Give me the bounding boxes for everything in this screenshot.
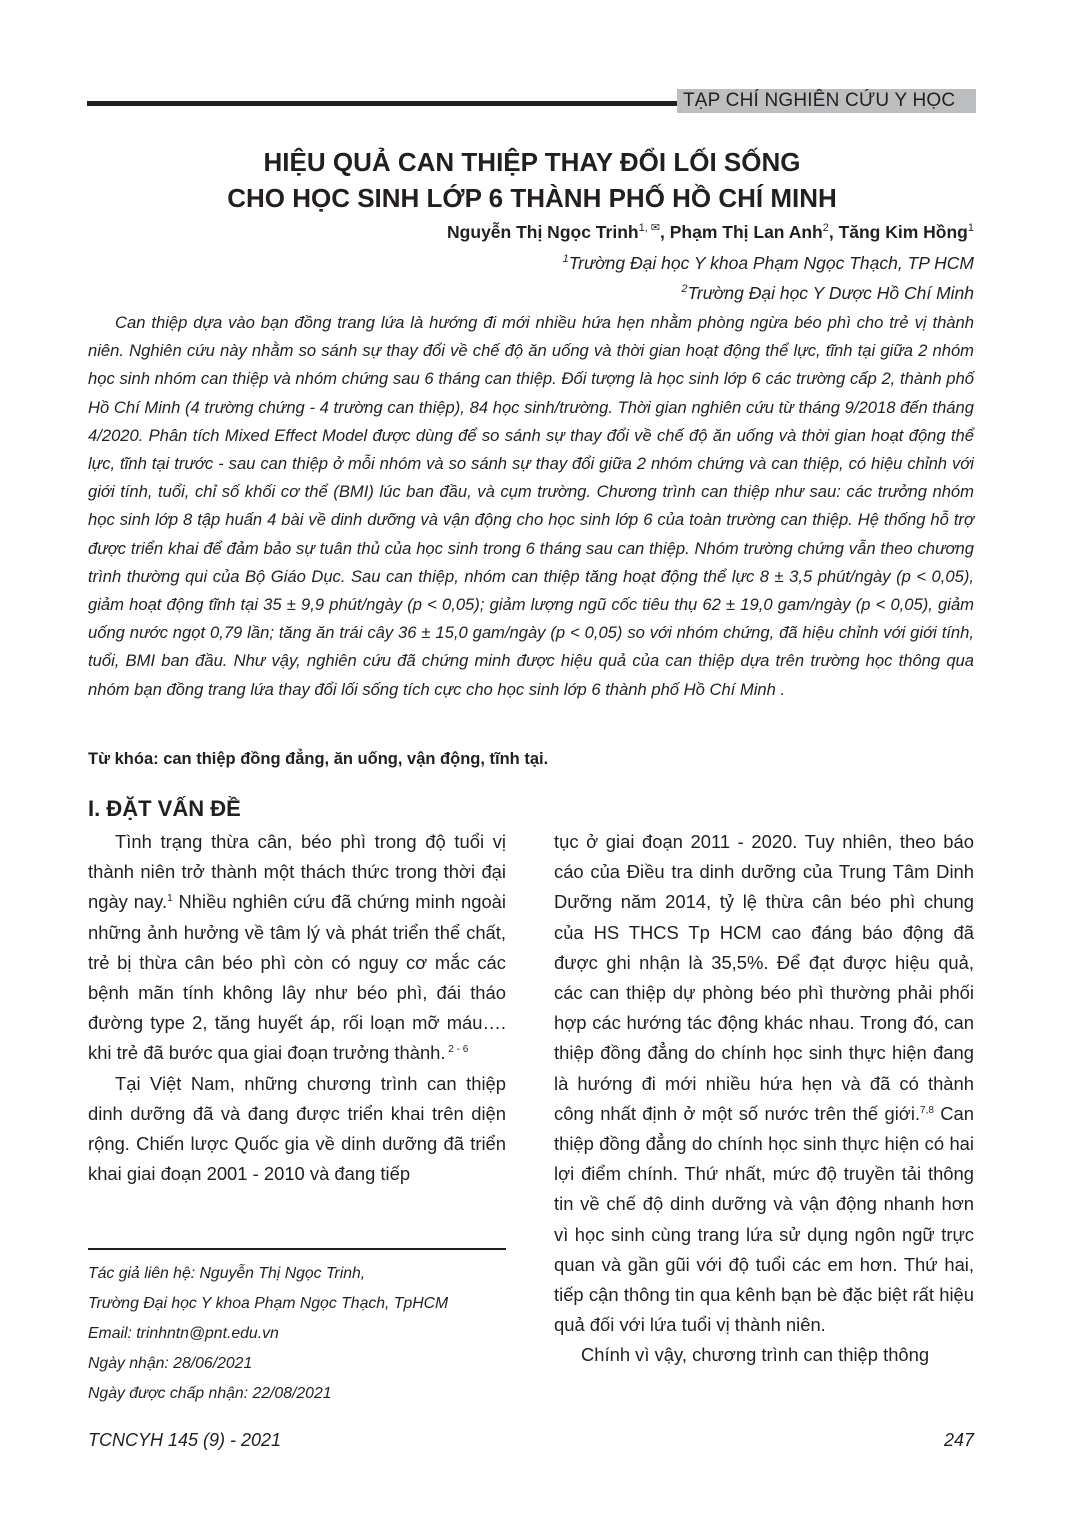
affiliation-2: $^2$Trường Đại học Y Dược Hồ Chí Minh [681, 283, 974, 303]
footnote-rule [88, 1248, 506, 1250]
footnote-accepted: Ngày được chấp nhận: 22/08/2021 [88, 1385, 332, 1402]
journal-name: TẠP CHÍ NGHIÊN CỨU Y HỌC [677, 89, 976, 113]
page-number: 247 [943, 1430, 974, 1450]
affiliation-1: $^1$Trường Đại học Y khoa Phạm Ngọc Thạch, TP HCM [562, 253, 974, 273]
article-title-line-1: HIỆU QUẢ CAN THIỆP THAY ĐỔI LỐI SỐNG [263, 147, 801, 177]
footnote-email: Email: trinhntn@pnt.edu.vn [88, 1325, 279, 1342]
article-title-line-2: CHO HỌC SINH LỚP 6 THÀNH PHỐ HỒ CHÍ MINH [227, 183, 837, 213]
paragraph: Chính vì vậy, chương trình can thiệp thông [581, 1344, 930, 1366]
section-heading: I. ĐẶT VẤN ĐỀ [88, 796, 241, 821]
abstract-text: Can thiệp dựa vào bạn đồng trang lứa là hướng đi mới nhiều hứa hẹn nhằm phòng ngừa béo phì cho trẻ vị thành niên. Nghiên cứu này nhằm so sánh sự thay đổi về chế độ ăn uống và thời gian hoạt động thể lực, tĩnh tại giữa 2 nhóm học sinh nhóm can thiệp và nhóm chứng sau 6 tháng can thiệp. Đối tượng là học sinh lớp 6 các trường cấp 2, thành phố Hồ Chí Minh (4 trường chứng - 4 trường can thiệp), 84 học sinh/trường. Thời gian nghiên cứu từ tháng 9/2018 đến tháng 4/2020. Phân tích Mixed Effect Model được dùng để so sánh sự thay đổi về chế độ ăn uống và thời gian hoạt động thể lực, tĩnh tại trước - sau can thiệp ở mỗi nhóm và so sánh sự thay đổi giữa 2 nhóm chứng và can thiệp, có hiệu chỉnh với giới tính, tuổi, chỉ số khối cơ thể (BMI) lúc ban đầu, và cụm trường. Chương trình can thiệp như sau: các trưởng nhóm học sinh lớp 8 tập huấn 4 bài về dinh dưỡng và vận động cho học sinh lớp 6 của toàn trường can thiệp. Hệ thống hỗ trợ được triển khai để đảm bảo sự tuân thủ của học sinh trong 6 tháng sau can thiệp. Nhóm trường chứng vẫn theo chương trình thường qui của Bộ Giáo Dục. Sau can thiệp, nhóm can thiệp tăng hoạt động thể lực 8 ± 3,5 phút/ngày (p < 0,05), giảm hoạt động tĩnh tại 35 ± 9,9 phút/ngày (p < 0,05); giảm lượng ngũ cốc tiêu thụ 62 ± 19,0 gam/ngày (p < 0,05), giảm uống nước ngọt 0,79 lần; tăng ăn trái cây 36 ± 15,0 gam/ngày (p < 0,05) so với nhóm chứng, đã hiệu chỉnh với giới tính, tuổi, BMI ban đầu. Như vậy, nghiên cứu đã chứng minh được hiệu quả của can thiệp dựa trên trường học thông qua nhóm bạn đồng trang lứa thay đổi lối sống tích cực cho học sinh lớp 6 thành phố Hồ Chí Minh . [88, 313, 974, 699]
citation-ref: 2 - 6 [445, 1044, 469, 1056]
correspondence-footnote [88, 1259, 508, 1409]
paragraph: Tại Việt Nam, những chương trình can thiệp dinh dưỡng đã và đang được triển khai trên diện rộng. Chiến lược Quốc gia về dinh dưỡng đã triển khai giai đoạn 2001 - 2010 và đang tiếp [88, 1072, 506, 1185]
footnote-received: Ngày nhận: 28/06/2021 [88, 1355, 253, 1372]
journal-citation: TCNCYH 145 (9) - 2021 [88, 1430, 282, 1450]
paragraph: Tình trạng thừa cân, béo phì trong độ tuổi vị thành niên trở thành một thách thức trong thời đại ngày nay.$^1$ Nhiều nghiên cứu đã chứng minh ngoài những ảnh hưởng về tâm lý và phát triển thể chất, trẻ bị thừa cân béo phì còn có nguy cơ mắc các bệnh mãn tính không lây như béo phì, đái tháo đường type 2, tăng huyết áp, rối loạn mỡ máu…. khi trẻ đã bước qua giai đoạn trưởng thành. $^{2 - 6}$ [88, 831, 506, 1064]
citation-ref: 7,8 [920, 1104, 934, 1116]
author-1-affiliation-mark: 1, ✉ [638, 222, 661, 234]
author-list [447, 221, 974, 243]
abstract [88, 309, 974, 704]
author-2-affiliation-mark: 2 [822, 222, 829, 234]
keywords: Từ khóa: can thiệp đồng đẳng, ăn uống, vận động, tĩnh tại. [88, 750, 549, 768]
author-3: , Tăng Kim Hồng [828, 221, 968, 242]
paragraph: tục ở giai đoạn 2011 - 2020. Tuy nhiên, theo báo cáo của Điều tra dinh dưỡng của Trung Tâm Dinh Dưỡng năm 2014, tỷ lệ thừa cân béo phì chung của HS THCS Tp HCM cao đáng báo động đã được ghi nhận là 35,5%. Để đạt được hiệu quả, các can thiệp dự phòng béo phì thường phải phối hợp các hướng tác động khác nhau. Trong đó, can thiệp đồng đẳng do chính học sinh thực hiện đang là hướng đi mới nhiều hứa hẹn và đã có thành công nhất định ở một số nước trên thế giới.$^{7,8}$ Can thiệp đồng đẳng do chính học sinh thực hiện có hai lợi điểm chính. Thứ nhất, mức độ truyền tải thông tin về chế độ dinh dưỡng và vận động nhanh hơn vì học sinh cùng trang lứa sử dụng ngôn ngữ trực quan và gần gũi với độ tuổi các em hơn. Thứ hai, tiếp cận thông tin qua kênh bạn bè đặc biệt rất hiệu quả đối với lứa tuổi vị thành niên. [554, 831, 974, 1336]
author-2: , Phạm Thị Lan Anh [660, 221, 823, 242]
author-3-affiliation-mark: 1 [967, 222, 974, 234]
right-column [554, 827, 974, 1371]
footnote-institution: Trường Đại học Y khoa Phạm Ngọc Thạch, TpHCM [88, 1295, 449, 1312]
footnote-contact: Tác giả liên hệ: Nguyễn Thị Ngọc Trinh, [88, 1265, 366, 1282]
header-rule [87, 101, 677, 106]
author-1: Nguyễn Thị Ngọc Trinh [447, 221, 639, 242]
left-column [88, 827, 506, 1189]
citation-ref: 1 [167, 893, 173, 905]
